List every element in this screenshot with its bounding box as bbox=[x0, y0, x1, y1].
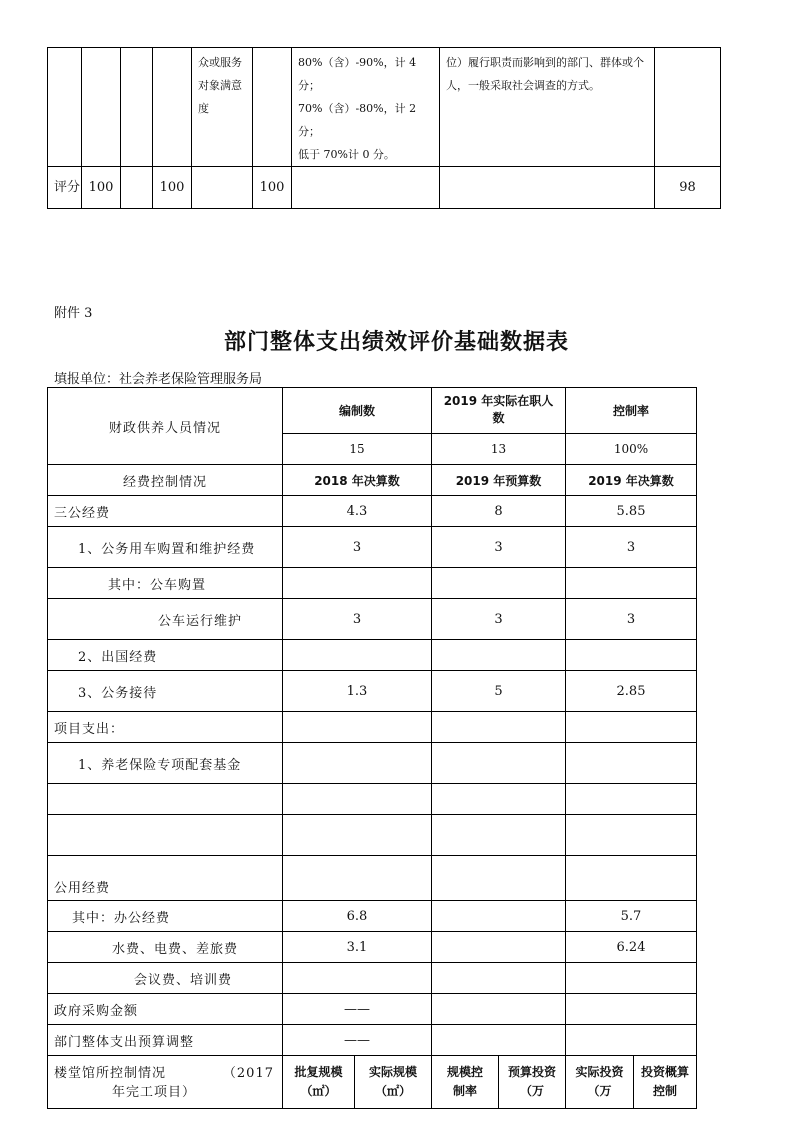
expense-col-header: 2018 年决算数 bbox=[283, 465, 432, 496]
score-c2: 100 bbox=[153, 167, 192, 209]
table-row bbox=[48, 712, 697, 743]
row-label: 2、出国经费 bbox=[48, 640, 283, 671]
score-label-text: 评分 bbox=[54, 180, 81, 195]
row-value: 1.3 bbox=[283, 671, 432, 712]
row-label: 三公经费 bbox=[48, 496, 283, 527]
row-value bbox=[283, 815, 432, 856]
standard-cell bbox=[292, 48, 440, 167]
row-value bbox=[432, 743, 566, 784]
empty-cell bbox=[440, 167, 655, 209]
row-value bbox=[432, 815, 566, 856]
building-control-row bbox=[48, 1056, 697, 1109]
table-row bbox=[48, 784, 697, 815]
row-label: 公车运行维护 bbox=[48, 599, 283, 640]
row-label: 3、公务接待 bbox=[48, 671, 283, 712]
row-value bbox=[432, 856, 566, 901]
criteria-row bbox=[48, 48, 721, 167]
row-label bbox=[48, 815, 283, 856]
row-value bbox=[566, 568, 697, 599]
row-value: 3.1 bbox=[283, 932, 432, 963]
attachment-label: 附件 3 bbox=[54, 306, 93, 321]
page-title: 部门整体支出绩效评价基础数据表 bbox=[223, 329, 569, 355]
building-col-header: 投资概算控制 bbox=[634, 1056, 697, 1109]
row-value: 6.8 bbox=[283, 901, 432, 932]
row-value: 3 bbox=[566, 599, 697, 640]
performance-data-table bbox=[47, 387, 697, 1109]
row-label: 部门整体支出预算调整 bbox=[48, 1025, 283, 1056]
building-label bbox=[48, 1056, 283, 1109]
table-row bbox=[48, 599, 697, 640]
empty-cell bbox=[121, 48, 153, 167]
row-label: 公用经费 bbox=[48, 856, 283, 901]
row-value bbox=[432, 932, 566, 963]
building-label-line2: 年完工项目） bbox=[112, 1085, 197, 1100]
row-value: 3 bbox=[283, 527, 432, 568]
row-value: 3 bbox=[432, 599, 566, 640]
row-value bbox=[566, 856, 697, 901]
row-label: 1、公务用车购置和维护经费 bbox=[48, 527, 283, 568]
table-row bbox=[48, 671, 697, 712]
description-text: 位）履行职责而影响到的部门、群体或个人，一般采取社会调查的方式。 bbox=[446, 56, 644, 92]
score-c1: 100 bbox=[82, 167, 121, 209]
empty-cell bbox=[48, 48, 82, 167]
description-cell bbox=[440, 48, 655, 167]
building-col-header: 规模控制率 bbox=[432, 1056, 499, 1109]
row-value bbox=[566, 963, 697, 994]
row-value bbox=[566, 994, 697, 1025]
table-row bbox=[48, 815, 697, 856]
row-value: 8 bbox=[432, 496, 566, 527]
score-c3: 100 bbox=[253, 167, 292, 209]
row-value bbox=[432, 1025, 566, 1056]
staff-header: 控制率 bbox=[566, 388, 697, 434]
table-row bbox=[48, 932, 697, 963]
row-label: 其中：公车购置 bbox=[48, 568, 283, 599]
building-col-header: 预算投资（万 bbox=[499, 1056, 566, 1109]
building-col-header: 实际投资（万 bbox=[566, 1056, 634, 1109]
row-value bbox=[432, 994, 566, 1025]
table-row bbox=[48, 496, 697, 527]
row-label: 项目支出： bbox=[48, 712, 283, 743]
row-value bbox=[432, 712, 566, 743]
row-value bbox=[432, 784, 566, 815]
row-value bbox=[283, 963, 432, 994]
staff-label: 财政供养人员情况 bbox=[48, 388, 283, 465]
row-value: 3 bbox=[566, 527, 697, 568]
row-value bbox=[283, 856, 432, 901]
expense-col-header: 2019 年决算数 bbox=[566, 465, 697, 496]
row-label: 会议费、培训费 bbox=[48, 963, 283, 994]
staff-value: 13 bbox=[432, 433, 566, 464]
evaluation-table-continued bbox=[47, 47, 721, 209]
reporting-unit: 填报单位：社会养老保险管理服务局 bbox=[54, 372, 263, 387]
row-value bbox=[432, 568, 566, 599]
row-value bbox=[432, 640, 566, 671]
building-col-header: 实际规模（㎡） bbox=[355, 1056, 432, 1109]
empty-cell bbox=[82, 48, 121, 167]
row-value: 2.85 bbox=[566, 671, 697, 712]
empty-cell bbox=[253, 48, 292, 167]
expense-col-header: 2019 年预算数 bbox=[432, 465, 566, 496]
standard-line: 70%（含）-80%，计 2分； bbox=[298, 102, 417, 138]
expense-header-row bbox=[48, 465, 697, 496]
row-value: 5 bbox=[432, 671, 566, 712]
score-final: 98 bbox=[655, 167, 721, 209]
row-label: 其中：办公经费 bbox=[48, 901, 283, 932]
row-value: 3 bbox=[432, 527, 566, 568]
row-label: 政府采购金额 bbox=[48, 994, 283, 1025]
staff-value: 15 bbox=[283, 433, 432, 464]
row-value bbox=[566, 743, 697, 784]
row-value: 4.3 bbox=[283, 496, 432, 527]
row-value bbox=[283, 568, 432, 599]
row-label: 水费、电费、差旅费 bbox=[48, 932, 283, 963]
row-value bbox=[283, 743, 432, 784]
table-row bbox=[48, 640, 697, 671]
row-value: —— bbox=[283, 994, 432, 1025]
row-label bbox=[48, 784, 283, 815]
indicator-cell bbox=[192, 48, 253, 167]
empty-cell bbox=[292, 167, 440, 209]
table-row bbox=[48, 1025, 697, 1056]
building-label-year: （2017 bbox=[222, 1066, 274, 1081]
row-value: 3 bbox=[283, 599, 432, 640]
empty-cell bbox=[153, 48, 192, 167]
empty-cell bbox=[655, 48, 721, 167]
building-label-text: 楼堂馆所控制情况 bbox=[54, 1066, 167, 1081]
row-value bbox=[566, 712, 697, 743]
table-row bbox=[48, 901, 697, 932]
empty-cell bbox=[121, 167, 153, 209]
expense-label: 经费控制情况 bbox=[48, 465, 283, 496]
building-col-header: 批复规模（㎡） bbox=[283, 1056, 355, 1109]
row-value: 5.7 bbox=[566, 901, 697, 932]
staff-header: 编制数 bbox=[283, 388, 432, 434]
table-row bbox=[48, 743, 697, 784]
table-row bbox=[48, 527, 697, 568]
row-value: 6.24 bbox=[566, 932, 697, 963]
row-value bbox=[432, 963, 566, 994]
row-value: —— bbox=[283, 1025, 432, 1056]
indicator-text: 众或服务对象满意度 bbox=[198, 56, 242, 115]
row-value bbox=[566, 640, 697, 671]
empty-cell bbox=[192, 167, 253, 209]
building-label-line1 bbox=[54, 1064, 282, 1083]
table-row bbox=[48, 994, 697, 1025]
staff-value: 100% bbox=[566, 433, 697, 464]
score-row bbox=[48, 167, 721, 209]
row-label: 1、养老保险专项配套基金 bbox=[48, 743, 283, 784]
row-value bbox=[283, 784, 432, 815]
row-value bbox=[566, 815, 697, 856]
row-value: 5.85 bbox=[566, 496, 697, 527]
row-value bbox=[283, 640, 432, 671]
row-value bbox=[566, 784, 697, 815]
table-row bbox=[48, 963, 697, 994]
standard-line: 低于 70%计 0 分。 bbox=[298, 148, 395, 161]
row-value bbox=[566, 1025, 697, 1056]
staff-header: 2019 年实际在职人数 bbox=[432, 388, 566, 434]
standard-line: 80%（含）-90%，计 4分； bbox=[298, 56, 417, 92]
score-label bbox=[48, 167, 82, 209]
table-row bbox=[48, 856, 697, 901]
row-value bbox=[432, 901, 566, 932]
staff-header-row bbox=[48, 388, 697, 434]
row-value bbox=[283, 712, 432, 743]
table-row bbox=[48, 568, 697, 599]
